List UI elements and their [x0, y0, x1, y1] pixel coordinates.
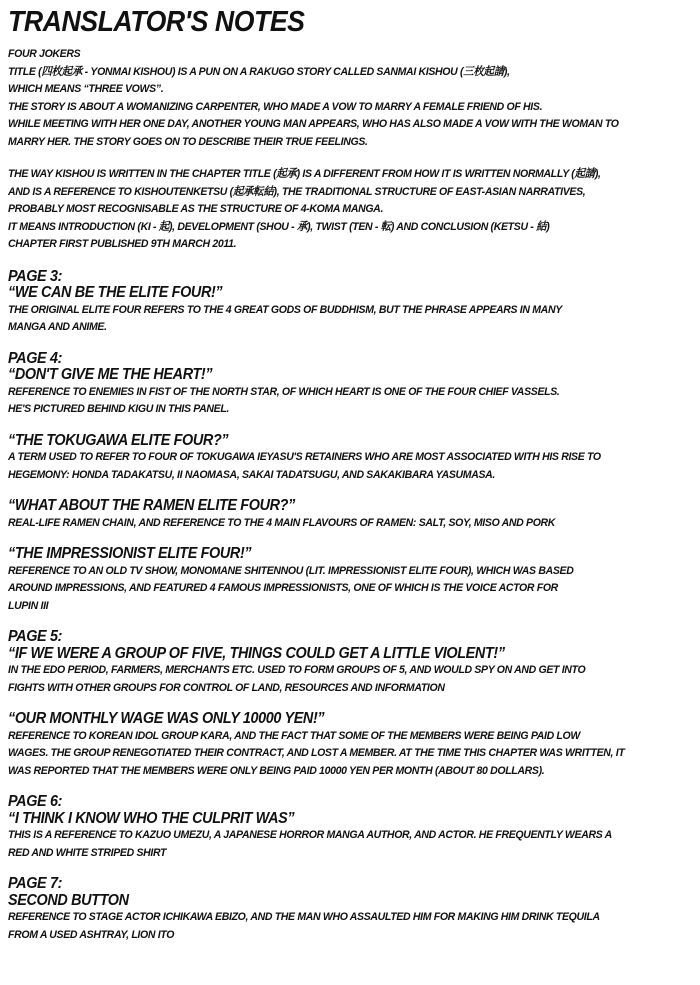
- note-line: FOUR JOKERS: [8, 48, 81, 60]
- note-line: PROBABLY MOST RECOGNISABLE AS THE STRUCTURE OF 4-KOMA MANGA.: [8, 203, 384, 215]
- note-line: REFERENCE TO AN OLD TV SHOW, MONOMANE SHITENNOU (LIT. IMPRESSIONIST ELITE FOUR), WHICH WAS BASED: [8, 564, 574, 577]
- quote-heading: “THE TOKUGAWA ELITE FOUR?”: [8, 431, 229, 449]
- page-heading: PAGE 5:: [8, 628, 63, 645]
- note-line: REFERENCE TO STAGE ACTOR ICHIKAWA EBIZO, AND THE MAN WHO ASSAULTED HIM FOR MAKING HIM DRINK TEQUILA: [8, 911, 600, 923]
- page-heading: PAGE 6:: [8, 793, 63, 810]
- notes-body: [8, 46, 698, 958]
- quote-heading: “IF WE WERE A GROUP OF FIVE, THINGS COULD GET A LITTLE VIOLENT!”: [8, 644, 505, 662]
- note-section: [8, 269, 698, 337]
- quote-heading: “I THINK I KNOW WHO THE CULPRIT WAS”: [8, 809, 295, 827]
- note-line: IT MEANS INTRODUCTION (KI - 起), DEVELOPMENT (SHOU - 承), TWIST (TEN - 転) AND CONCLUSION (KETSU - 結): [8, 220, 550, 233]
- note-line: LUPIN III: [8, 599, 49, 612]
- note-line: WAGES. THE GROUP RENEGOTIATED THEIR CONTRACT, AND LOST A MEMBER. AT THE TIME THIS CHAPTER WAS WRITTEN, IT: [8, 747, 625, 759]
- page-heading: PAGE 4:: [8, 349, 63, 367]
- page-heading: PAGE 7:: [8, 875, 63, 892]
- note-line: REFERENCE TO ENEMIES IN FIST OF THE NORTH STAR, OF WHICH HEART IS ONE OF THE FOUR CHIEF VASSELS.: [8, 385, 560, 398]
- note-line: A TERM USED TO REFER TO FOUR OF TOKUGAWA IEYASU'S RETAINERS WHO ARE MOST ASSOCIATED WITH HIS RISE TO: [8, 451, 601, 463]
- note-line: MANGA AND ANIME.: [8, 321, 107, 333]
- note-line: REFERENCE TO KOREAN IDOL GROUP KARA, AND THE FACT THAT SOME OF THE MEMBERS WERE BEING PAID LOW: [8, 729, 580, 742]
- note-section: [8, 876, 698, 944]
- note-line: WHILE MEETING WITH HER ONE DAY, ANOTHER YOUNG MAN APPEARS, WHO HAS ALSO MADE A VOW WITH THE WOMAN TO: [8, 118, 619, 130]
- note-line: WAS REPORTED THAT THE MEMBERS WERE ONLY BEING PAID 10000 YEN PER MONTH (ABOUT 80 DOLLARS).: [8, 764, 545, 777]
- note-line: FIGHTS WITH OTHER GROUPS FOR CONTROL OF LAND, RESOURCES AND INFORMATION: [8, 681, 445, 694]
- page-title: TRANSLATOR'S NOTES: [8, 6, 305, 38]
- note-section: [8, 351, 698, 419]
- intro-paragraph: [8, 46, 698, 151]
- note-line: THE ORIGINAL ELITE FOUR REFERS TO THE 4 GREAT GODS OF BUDDHISM, BUT THE PHRASE APPEARS IN MANY: [8, 303, 562, 316]
- note-line: THIS IS A REFERENCE TO KAZUO UMEZU, A JAPANESE HORROR MANGA AUTHOR, AND ACTOR. HE FREQUENTLY WEARS A: [8, 829, 612, 841]
- note-section: [8, 546, 698, 615]
- note-line: TITLE (四枚起承 - YONMAI KISHOU) IS A PUN ON A RAKUGO STORY CALLED SANMAI KISHOU (三枚起請),: [8, 65, 510, 78]
- note-line: CHAPTER FIRST PUBLISHED 9TH MARCH 2011.: [8, 238, 237, 250]
- note-line: HE'S PICTURED BEHIND KIGU IN THIS PANEL.: [8, 403, 230, 415]
- note-line: AND IS A REFERENCE TO KISHOUTENKETSU (起承転結), THE TRADITIONAL STRUCTURE OF EAST-ASIAN NARRATIVES,: [8, 185, 586, 198]
- note-line: MARRY HER. THE STORY GOES ON TO DESCRIBE THEIR TRUE FEELINGS.: [8, 135, 368, 148]
- quote-heading: “WHAT ABOUT THE RAMEN ELITE FOUR?”: [8, 497, 295, 514]
- quote-heading: SECOND BUTTON: [8, 891, 129, 909]
- note-line: THE WAY KISHOU IS WRITTEN IN THE CHAPTER TITLE (起承) IS A DIFFERENT FROM HOW IT IS WRITTEN NORMALLY (起請),: [8, 168, 601, 180]
- note-line: THE STORY IS ABOUT A WOMANIZING CARPENTER, WHO MADE A VOW TO MARRY A FEMALE FRIEND OF HIS.: [8, 100, 543, 113]
- note-line: FROM A USED ASHTRAY, LION ITO: [8, 928, 175, 941]
- quote-heading: “THE IMPRESSIONIST ELITE FOUR!”: [8, 545, 252, 562]
- note-line: HEGEMONY: HONDA TADAKATSU, II NAOMASA, SAKAI TADATSUGU, AND SAKAKIBARA YASUMASA.: [8, 468, 496, 481]
- note-line: REAL-LIFE RAMEN CHAIN, AND REFERENCE TO THE 4 MAIN FLAVOURS OF RAMEN: SALT, SOY, MISO AND PORK: [8, 516, 556, 529]
- note-line: AROUND IMPRESSIONS, AND FEATURED 4 FAMOUS IMPRESSIONISTS, ONE OF WHICH IS THE VOICE ACTOR FOR: [8, 582, 558, 594]
- quote-heading: “DON'T GIVE ME THE HEART!”: [8, 366, 213, 383]
- note-section: [8, 711, 698, 780]
- quote-heading: “OUR MONTHLY WAGE WAS ONLY 10000 YEN!”: [8, 710, 325, 727]
- intro-paragraph: [8, 166, 698, 254]
- note-line: IN THE EDO PERIOD, FARMERS, MERCHANTS ETC. USED TO FORM GROUPS OF 5, AND WOULD SPY ON AND GET INTO: [8, 664, 586, 676]
- note-line: RED AND WHITE STRIPED SHIRT: [8, 846, 167, 859]
- page-heading: PAGE 3:: [8, 267, 63, 285]
- note-section: [8, 794, 698, 862]
- note-section: [8, 498, 698, 532]
- note-line: WHICH MEANS “THREE VOWS”.: [8, 83, 164, 95]
- note-section: [8, 629, 698, 697]
- note-section: [8, 433, 698, 485]
- quote-heading: “WE CAN BE THE ELITE FOUR!”: [8, 284, 223, 301]
